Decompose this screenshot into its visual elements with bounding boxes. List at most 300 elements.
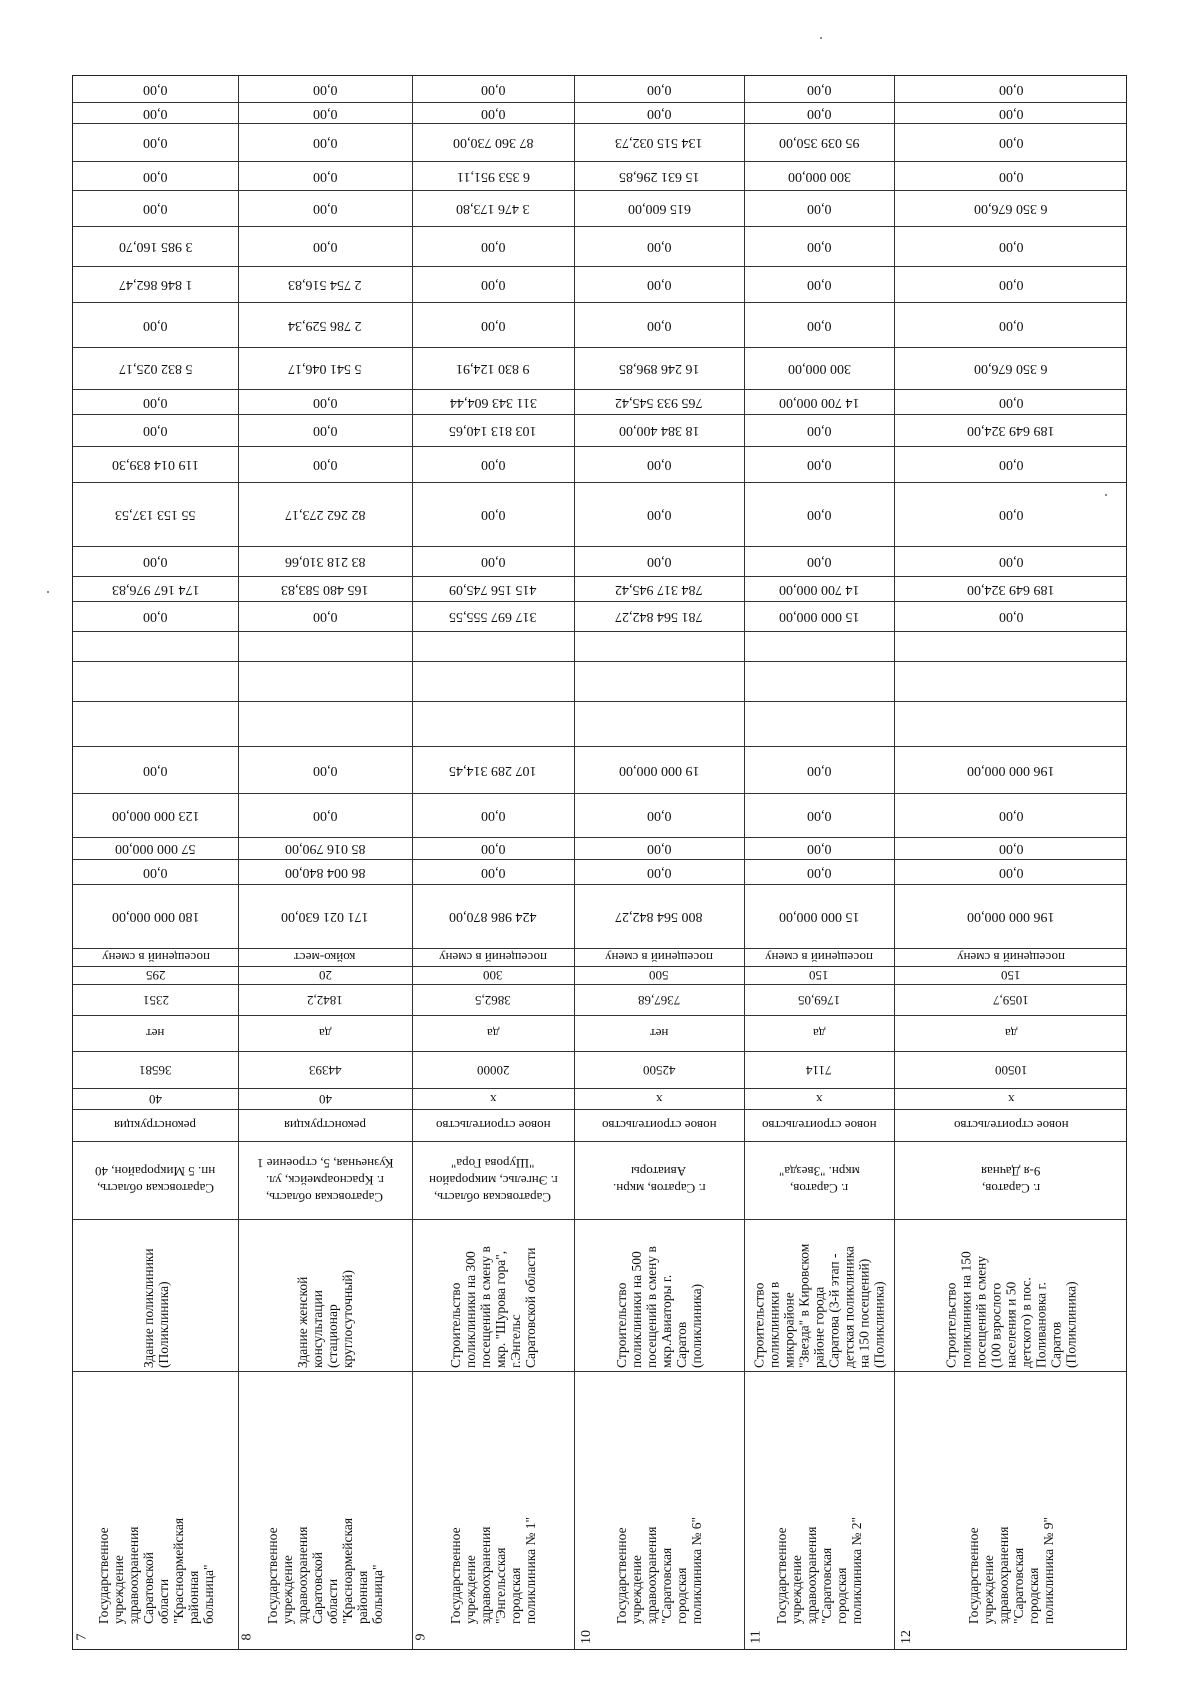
scan-speck [47,591,49,593]
capacity-unit-cell [73,948,238,966]
funding-value: 3 476 173,80 [456,201,530,216]
funding-value-cell [412,482,574,546]
scan-speck [1105,494,1107,496]
funding-value: 0,00 [998,135,1024,150]
funding-value-cell [412,859,574,884]
funding-value: 300 000,00 [787,168,851,184]
funding-value-cell [412,631,574,661]
funding-value-cell [894,601,1128,631]
funding-value-cell [574,631,744,661]
funding-value-cell [238,793,412,837]
funding-value-cell [574,837,744,859]
funding-value-cell [574,859,744,884]
funding-value-cell [412,837,574,859]
cost-per-unit-value: 44393 [308,1062,342,1078]
address-cell [574,1141,744,1219]
funding-value-cell [412,102,574,123]
funding-value-cell [73,746,238,793]
funding-value-cell [412,190,574,226]
funding-value-cell [574,102,744,123]
object-cell [238,1219,412,1369]
funding-value-cell [73,389,238,414]
area-value: 2351 [142,992,169,1008]
funding-value: 0,00 [806,554,832,569]
funding-value: 174 167 976,83 [111,581,200,597]
capacity-value: 150 [1001,968,1021,983]
funding-value-cell [238,161,412,190]
funding-value-cell [574,546,744,576]
work-type-value: реконструкция [114,1118,197,1133]
funding-value: 0,00 [480,457,506,472]
funding-value-cell [574,601,744,631]
funding-value: 107 289 314,45 [449,762,537,778]
funding-value: 0,00 [143,864,168,880]
funding-value: 0,00 [312,135,338,150]
address-cell [412,1141,574,1219]
funding-value-cell [73,102,238,123]
design-available-cell [73,1015,238,1051]
funding-value-cell [744,347,894,389]
capacity-value: 300 [483,968,503,983]
capacity-index-cell [73,1088,238,1109]
funding-value: 9 830 124,91 [456,361,530,376]
funding-value: 0,00 [998,277,1024,292]
funding-value-cell [744,446,894,482]
funding-value: 0,00 [806,457,832,472]
funding-value-cell [574,576,744,601]
work-type-value: реконструкция [283,1118,367,1133]
funding-value-cell [73,701,238,746]
funding-value: 0,00 [312,239,338,254]
funding-value-cell [238,102,412,123]
funding-value-cell [412,446,574,482]
cost-per-unit-value: 42500 [642,1062,676,1078]
funding-value-cell [744,389,894,414]
funding-value-cell [412,347,574,389]
funding-value: 0,00 [646,82,672,97]
row-number-text: 12 [899,1630,914,1644]
funding-value: 0,00 [998,239,1024,254]
capacity-unit-value: посещений в смену [101,950,210,965]
funding-value-cell [894,76,1128,102]
funding-value-cell [238,76,412,102]
funding-value: 0,00 [480,864,506,880]
funding-value: 0,00 [480,239,506,254]
funding-value-cell [238,482,412,546]
institution-cell [73,1371,238,1626]
funding-value: 6 350 676,00 [974,361,1048,376]
design-available-value: да [1004,1026,1018,1041]
institution-cell [238,1371,412,1626]
row-divider [73,966,1126,967]
funding-value: 0,00 [143,168,168,184]
funding-value-cell [574,347,744,389]
funding-value: 765 933 545,42 [615,394,703,410]
funding-value-cell [744,601,894,631]
cost-per-unit-cell [574,1051,744,1088]
funding-value: 0,00 [312,609,338,624]
funding-value-cell [238,546,412,576]
funding-value-cell [894,746,1128,793]
funding-value: 0,00 [143,609,168,624]
funding-value: 3 985 160,70 [118,239,193,254]
funding-value: 0,00 [646,105,672,121]
capacity-unit-cell [574,948,744,966]
funding-value-cell [574,661,744,701]
capacity-unit-value: посещений в смену [439,950,547,965]
funding-value-cell [73,546,238,576]
funding-value-cell [894,701,1128,746]
cost-per-unit-value: 7114 [806,1062,832,1078]
row-number-text: 11 [748,1630,764,1644]
design-available-cell [412,1015,574,1051]
funding-value-cell [238,190,412,226]
design-available-cell [574,1015,744,1051]
funding-value-cell [238,631,412,661]
funding-value-cell [744,701,894,746]
funding-value-cell [744,661,894,701]
address-line: нп. 5 Микрорайон, 40 [95,1164,216,1179]
cost-per-unit-value: 36581 [139,1062,172,1078]
funding-value-cell [574,701,744,746]
funding-value-cell [894,446,1128,482]
funding-value: 196 000 000,00 [967,909,1055,924]
funding-value: 189 649 324,00 [967,581,1055,597]
funding-value: 14 700 000,00 [778,394,860,410]
object-cell [574,1219,744,1369]
funding-value-cell [412,576,574,601]
funding-value-cell [238,347,412,389]
capacity-cell [574,966,744,984]
funding-value: 0,00 [143,762,168,778]
address-cell [744,1141,894,1219]
funding-value-cell [894,793,1128,837]
funding-value-cell [73,302,238,347]
funding-value: 103 813 140,65 [449,423,537,438]
funding-value-cell [412,746,574,793]
capacity-index-cell [744,1088,894,1109]
funding-value-cell [238,884,412,948]
funding-value: 0,00 [806,864,832,880]
funding-value: 0,00 [998,507,1024,522]
capacity-index-value: 40 [318,1091,332,1107]
funding-value-cell [744,576,894,601]
row-number [74,1629,90,1645]
funding-value-cell [574,76,744,102]
area-cell [73,984,238,1015]
funding-value: 0,00 [312,82,338,97]
funding-value: 317 697 555,55 [449,609,537,624]
funding-value-cell [238,414,412,446]
funding-value: 83 218 310,66 [284,554,366,569]
funding-value-cell [574,226,744,266]
capacity-index-cell [238,1088,412,1109]
design-available-value: да [486,1026,500,1041]
funding-value-cell [412,389,574,414]
work-type-cell [744,1109,894,1141]
row-number [239,1629,255,1645]
institution-cell [574,1371,744,1626]
funding-value-cell [744,859,894,884]
object-cell [412,1219,574,1369]
funding-value: 781 564 842,27 [615,609,703,624]
funding-value: 18 384 400,00 [618,423,700,438]
funding-value-cell [574,482,744,546]
funding-value: 615 600,00 [627,201,691,216]
object-description: Здание поликлиники (Поликлиника) [140,1248,171,1368]
capacity-index-value: х [489,1091,497,1107]
funding-value-cell [238,837,412,859]
institution-name: Государственное учреждение здравоохранения "Энгельсская городская поликлиника № 1" [448,1516,538,1624]
funding-value-cell [894,661,1128,701]
address-line: г. Красноармейск, ул. [266,1172,384,1188]
funding-value: 0,00 [143,135,168,150]
work-type-cell [238,1109,412,1141]
row-number-text: 8 [239,1633,255,1641]
rotated-table-scan [72,75,1127,1650]
funding-value-cell [238,123,412,161]
capacity-index-value: х [655,1091,663,1107]
funding-value: 0,00 [143,82,168,97]
funding-value-cell [238,601,412,631]
funding-value-cell [412,701,574,746]
funding-value: 311 343 604,44 [449,394,537,410]
funding-value-cell [73,837,238,859]
capacity-index-value: х [1007,1091,1015,1107]
funding-value: 1 846 862,47 [118,277,193,292]
cost-per-unit-cell [744,1051,894,1088]
cost-per-unit-value: 10500 [994,1062,1028,1078]
funding-value: 0,00 [806,82,832,97]
funding-value-cell [894,884,1128,948]
funding-value-cell [238,746,412,793]
funding-value: 0,00 [998,808,1024,823]
area-value: 7367,68 [637,992,681,1008]
funding-value-cell [894,631,1128,661]
funding-value: 0,00 [646,457,672,472]
address-line: г. Саратов, [981,1181,1041,1196]
funding-value-cell [412,76,574,102]
funding-value-cell [574,266,744,302]
funding-value: 0,00 [998,82,1024,97]
funding-value: 0,00 [143,105,168,121]
funding-value-cell [73,482,238,546]
funding-value: 0,00 [480,808,506,823]
funding-value-cell [238,446,412,482]
funding-value: 123 000 000,00 [111,808,200,823]
address-line: 9-я Дачная [981,1164,1041,1179]
funding-value-cell [238,226,412,266]
funding-value-cell [744,746,894,793]
funding-value-cell [744,837,894,859]
funding-value-cell [574,389,744,414]
funding-value-cell [744,226,894,266]
funding-value-cell [744,884,894,948]
funding-value: 0,00 [806,841,832,856]
funding-value: 300 000,00 [787,361,851,376]
funding-value: 0,00 [998,394,1024,410]
funding-value: 19 000 000,00 [618,762,700,778]
cost-per-unit-cell [412,1051,574,1088]
funding-value-cell [238,701,412,746]
funding-value-cell [744,123,894,161]
funding-value-cell [73,266,238,302]
funding-value: 0,00 [998,841,1024,856]
funding-value-cell [412,546,574,576]
cost-per-unit-cell [73,1051,238,1088]
funding-value: 415 156 745,09 [449,581,537,597]
row-number-text: 10 [579,1630,594,1644]
funding-value: 16 246 896,85 [618,361,700,376]
funding-value-cell [744,482,894,546]
funding-value: 0,00 [312,423,338,438]
funding-value: 2 754 516,83 [288,277,362,292]
funding-value-cell [412,266,574,302]
design-available-value: да [318,1026,332,1041]
object-description: Здание женской консультации (стационар круглосуточный) [295,1269,355,1368]
institution-name: Государственное учреждение здравоохранения "Саратовская городская поликлиника № 9" [966,1516,1056,1624]
funding-value-cell [744,266,894,302]
funding-value: 14 700 000,00 [778,581,860,597]
funding-value: 0,00 [312,105,338,121]
funding-value: 189 649 324,00 [967,423,1055,438]
funding-value: 0,00 [312,457,338,472]
institution-name: Государственное учреждение здравоохранения "Саратовская городская поликлиника № 2" [774,1516,864,1624]
funding-value-cell [894,859,1128,884]
funding-value-cell [412,226,574,266]
area-cell [574,984,744,1015]
funding-value-cell [574,190,744,226]
funding-value-cell [73,446,238,482]
institution-name: Государственное учреждение здравоохранения Саратовской области "Красноармейская районная больница" [95,1517,216,1624]
work-type-cell [73,1109,238,1141]
capacity-cell [744,966,894,984]
row-number-text: 9 [413,1633,429,1641]
funding-value: 87 360 730,00 [452,135,534,150]
funding-value: 0,00 [998,609,1024,624]
capacity-unit-cell [238,948,412,966]
address-line: "Шурова Гора" [451,1155,535,1171]
funding-value-cell [744,190,894,226]
work-type-cell [894,1109,1128,1141]
scan-speck [820,37,822,39]
address-line: Авиаторы [631,1164,687,1179]
funding-value: 784 317 945,42 [615,581,703,597]
funding-value-cell [574,123,744,161]
funding-value-cell [744,161,894,190]
capacity-cell [238,966,412,984]
funding-value-cell [894,347,1128,389]
area-cell [744,984,894,1015]
funding-value-cell [894,102,1128,123]
capacity-index-value: 40 [149,1091,162,1107]
row-number-text: 7 [74,1633,90,1641]
funding-value-cell [744,76,894,102]
funding-value-cell [238,859,412,884]
address-line: г. Саратов, мкрн. [612,1181,706,1196]
funding-value: 0,00 [646,317,672,333]
capacity-index-cell [412,1088,574,1109]
funding-value-cell [574,414,744,446]
funding-value: 0,00 [646,841,672,856]
work-type-value: новое строительство [435,1118,551,1133]
funding-value: 0,00 [480,554,506,569]
funding-value: 0,00 [806,317,832,333]
funding-value: 0,00 [312,394,338,410]
design-available-value: нет [649,1026,669,1041]
object-description: Строительство поликлиники на 150 посещений в смену (100 взрослого населения и 50 детского) в пос. Поливановка г. Саратов (Поликлиника) [943,1251,1079,1368]
cost-per-unit-value: 20000 [476,1062,510,1078]
institution-cell [744,1371,894,1626]
row-number [580,1629,594,1645]
work-type-value: новое строительство [761,1118,877,1133]
funding-value: 0,00 [646,507,672,522]
design-available-value: нет [146,1026,165,1041]
funding-value: 0,00 [480,277,506,292]
area-value: 1769,05 [797,992,841,1008]
capacity-unit-cell [412,948,574,966]
funding-value-cell [73,190,238,226]
funding-value-cell [894,414,1128,446]
funding-value: 0,00 [998,554,1024,569]
row-number [413,1629,429,1645]
address-line: Саратовская область, [434,1189,552,1205]
address-line: г. Саратов, [789,1181,849,1196]
funding-value: 0,00 [646,554,672,569]
funding-value-cell [73,76,238,102]
design-available-cell [744,1015,894,1051]
funding-value-cell [894,266,1128,302]
capacity-cell [412,966,574,984]
funding-value-cell [574,793,744,837]
funding-value: 0,00 [312,201,338,216]
capacity-index-value: х [815,1091,823,1107]
funding-value: 0,00 [480,841,506,856]
funding-value-cell [73,226,238,266]
funding-value: 180 000 000,00 [111,909,200,924]
funding-value: 134 515 032,73 [615,135,703,150]
funding-value: 5 832 025,17 [118,361,193,376]
funding-value: 0,00 [646,808,672,823]
funding-value-cell [412,414,574,446]
funding-value: 0,00 [646,277,672,292]
funding-value-cell [73,414,238,446]
institution-cell [412,1371,574,1626]
funding-value: 0,00 [143,394,168,410]
funding-value: 0,00 [806,239,832,254]
funding-value-cell [894,302,1128,347]
funding-value-cell [73,347,238,389]
work-type-value: новое строительство [601,1118,717,1133]
funding-value-cell [73,793,238,837]
area-value: 1059,7 [993,992,1029,1008]
funding-value-cell [73,661,238,701]
funding-value: 85 016 790,00 [284,841,366,856]
capacity-unit-value: посещений в смену [605,950,713,965]
design-available-cell [238,1015,412,1051]
capacity-unit-value: посещений в смену [765,950,873,965]
institution-name: Государственное учреждение здравоохранения "Саратовская городская поликлиника № 6" [614,1516,704,1624]
funding-value-cell [894,546,1128,576]
funding-value-cell [894,576,1128,601]
address-cell [894,1141,1128,1219]
capacity-index-cell [574,1088,744,1109]
object-cell [73,1219,238,1369]
funding-value: 55 153 137,53 [115,507,196,522]
funding-value-cell [73,884,238,948]
funding-value: 0,00 [312,168,338,184]
funding-value-cell [744,414,894,446]
